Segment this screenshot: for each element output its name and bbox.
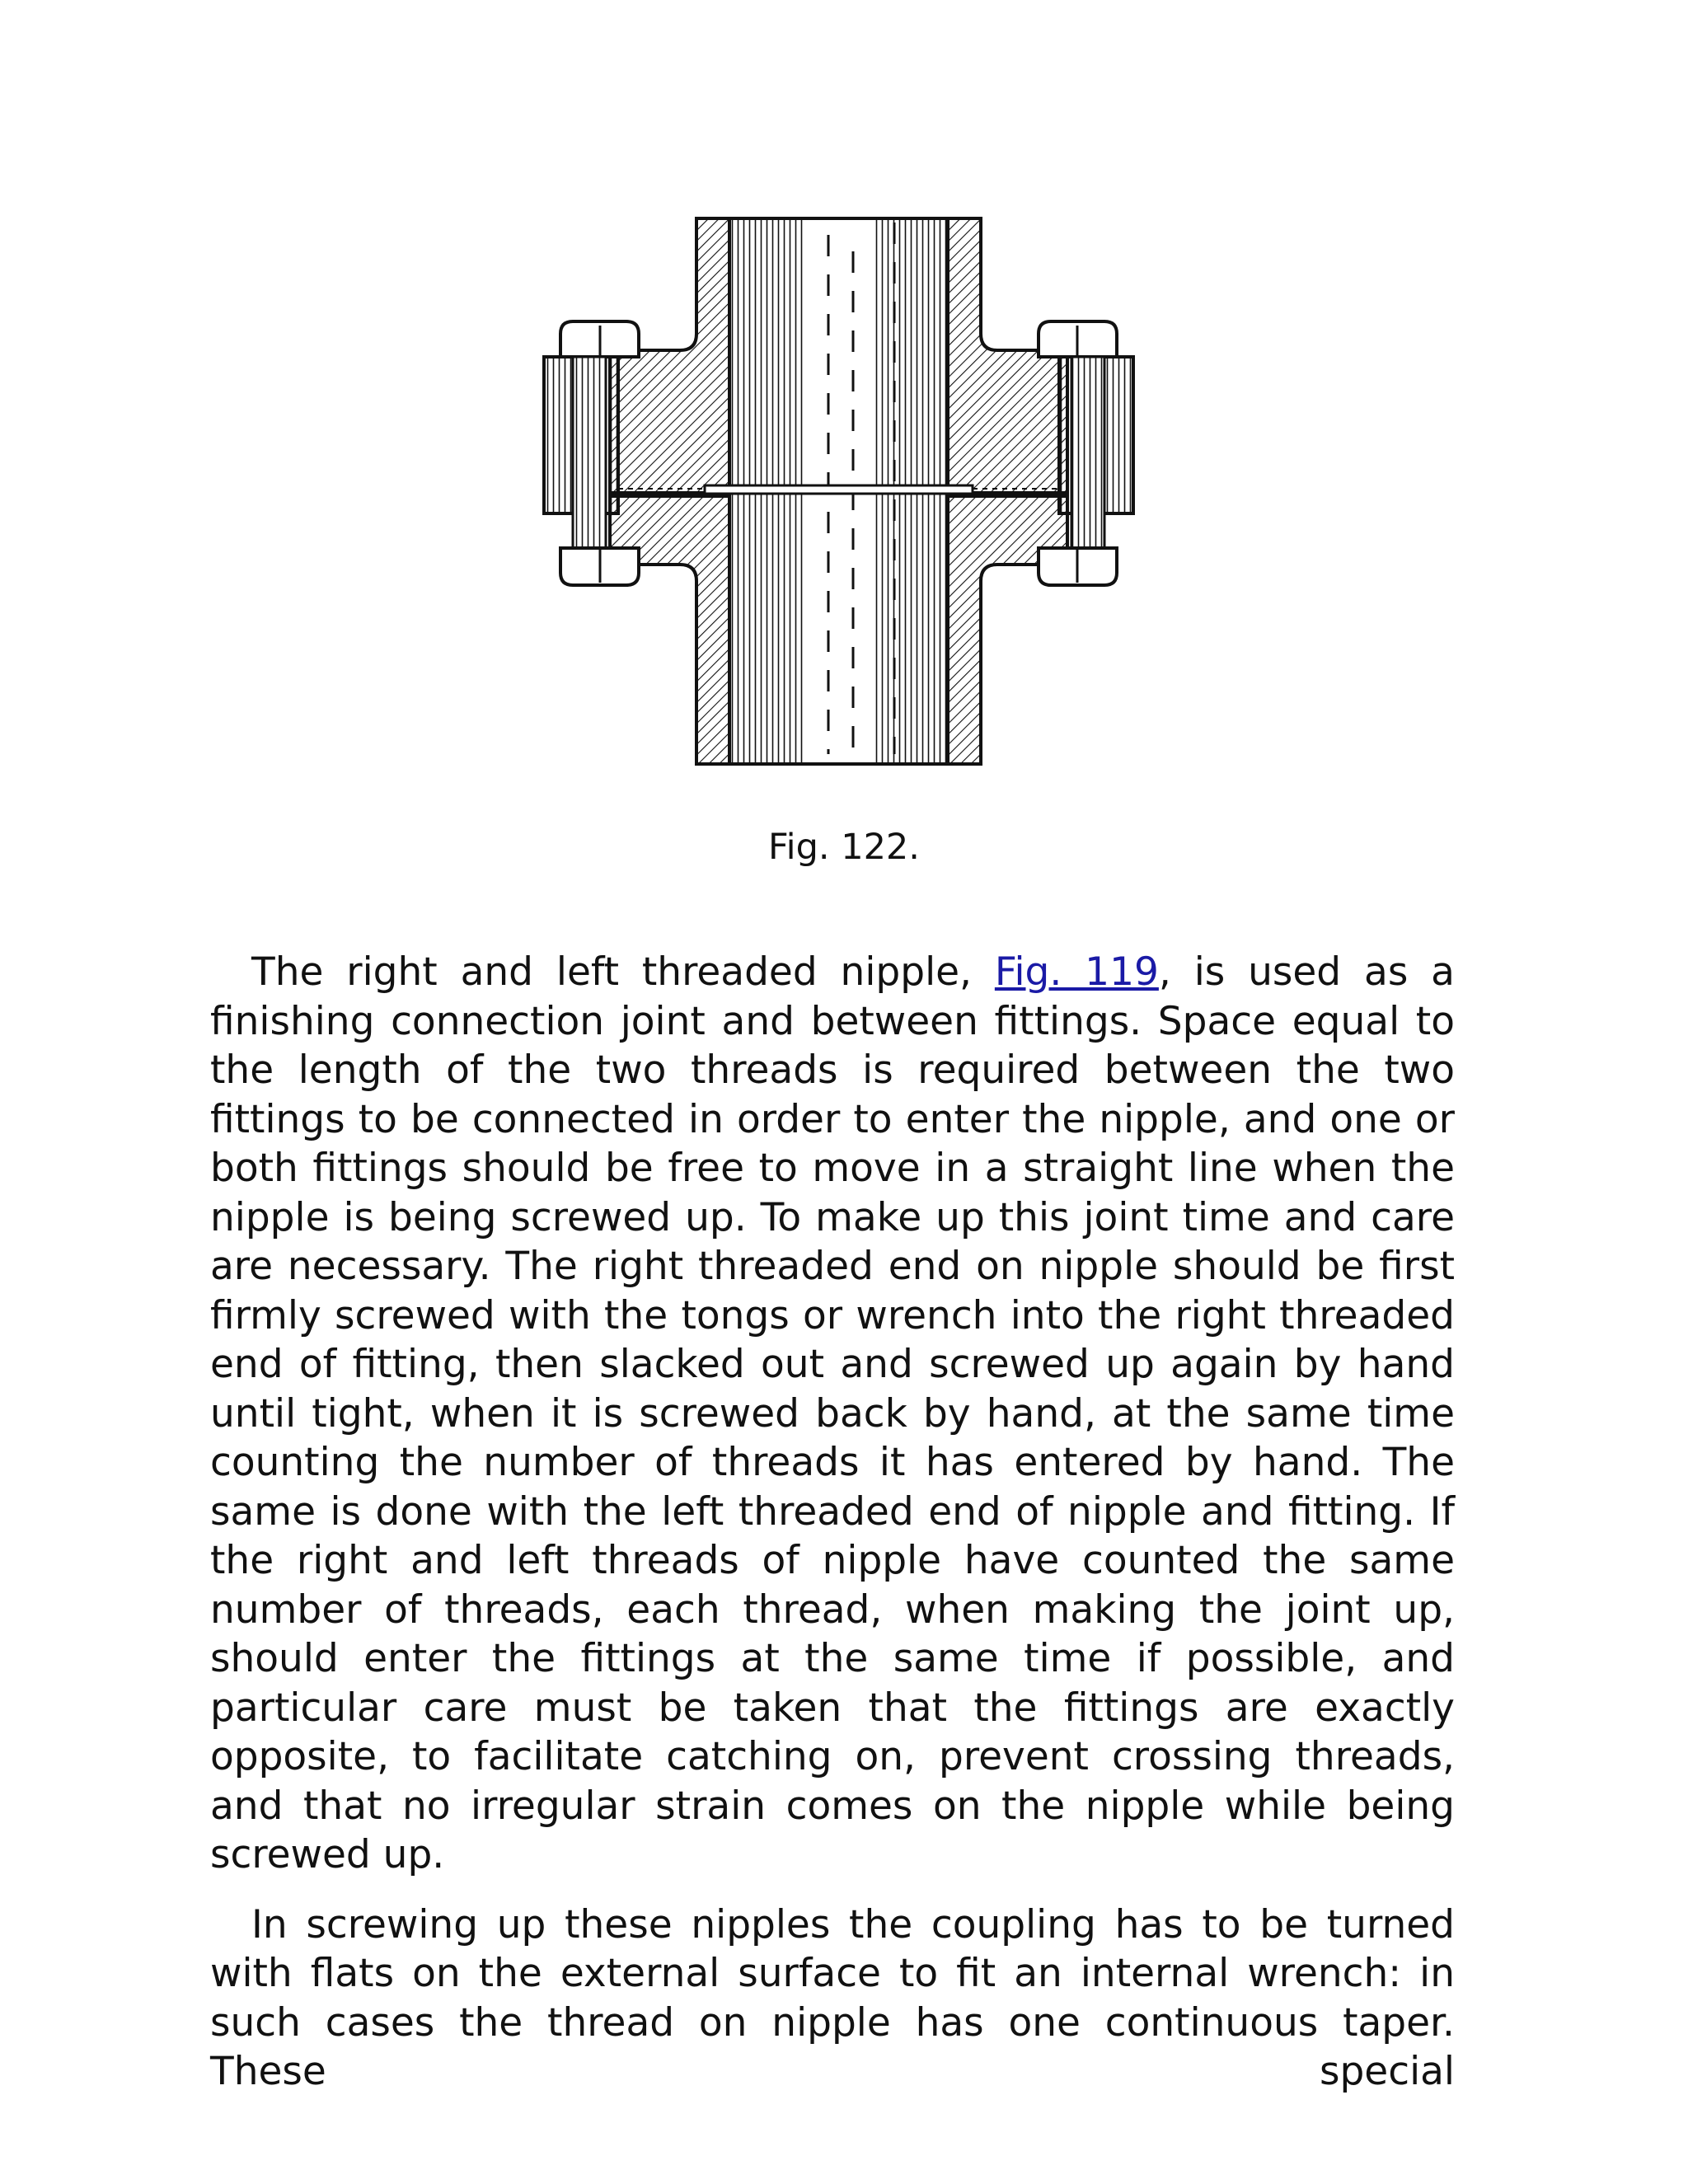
paragraph-1-text-after-link: , is used as a finishing connection joint and between fittings. Space equal to the length of the two threads is required between the two fittings to be connected in order to enter the nipple, and one or both fittings should be free to move in a straight line when the nipple is being screwed up. To make up this joint time and care are necessary. The right threaded end on nipple should be first firmly screwed with the tongs or wrench into the right threaded end of fitting, then slacked out and screwed up again by hand until tight, when it is screwed back by hand, at the same time counting the number of threads it has entered by hand. The same is done with the left threaded end of nipple and fitting. If the right and left threads of nipple have counted the same number of threads, each thread, when making the joint up, should enter the fittings at the same time if possible, and particular care must be taken that the fittings are exactly opposite, to facilitate catching on, prevent crossing threads, and that no irregular strain comes on the nipple while being screwed up. — [210, 949, 1455, 1877]
flange-coupling-drawing — [528, 210, 1154, 787]
figure-122-flanged-pipe-joint — [528, 210, 1154, 787]
body-text — [210, 948, 1455, 2117]
fig-119-link[interactable]: Fig. 119 — [994, 949, 1159, 995]
paragraph-1 — [210, 948, 1455, 1880]
paragraph-2: In screwing up these nipples the coupling has to be turned with flats on the external surface to fit an internal wrench: in such cases the thread on nipple has one continuous taper. These special — [210, 1901, 1455, 2094]
gasket — [705, 485, 973, 494]
paragraph-1-text-before-link: The right and left threaded nipple, — [251, 949, 995, 995]
figure-caption: Fig. 122. — [768, 827, 920, 868]
